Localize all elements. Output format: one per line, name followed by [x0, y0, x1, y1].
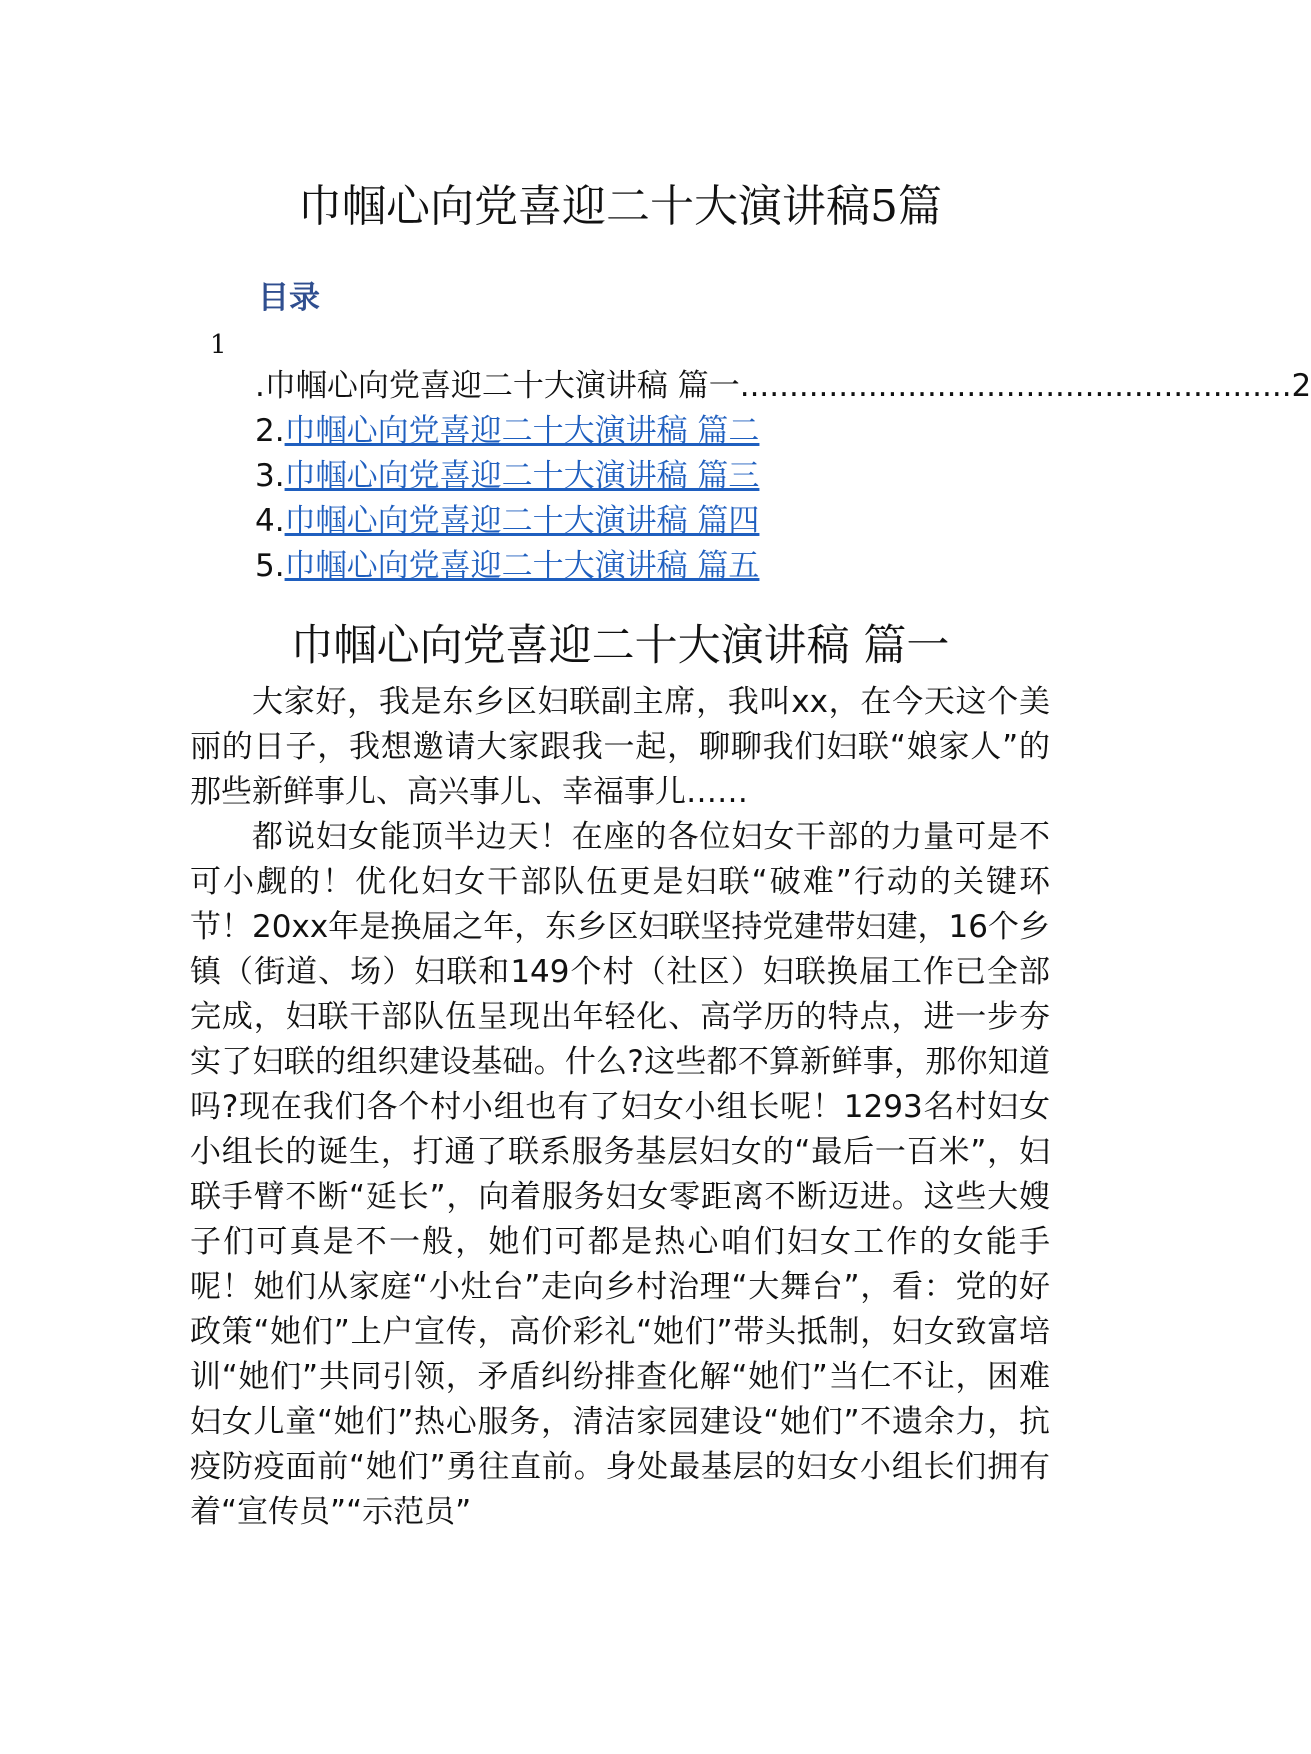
toc-link-5[interactable]: 巾帼心向党喜迎二十大演讲稿 篇五 — [284, 548, 760, 584]
section-body — [190, 680, 1050, 1535]
toc-entry-1[interactable] — [255, 364, 1311, 409]
toc-entry-1-page: 2 — [1291, 368, 1311, 404]
table-of-contents — [255, 364, 1311, 589]
toc-entry-2-number: 2. — [255, 413, 285, 449]
toc-heading: 目录 — [258, 280, 320, 316]
toc-entry-4 — [255, 499, 1055, 544]
toc-entry-1-label: .巾帼心向党喜迎二十大演讲稿 篇一 — [255, 368, 740, 404]
toc-entry-4-number: 4. — [255, 503, 285, 539]
toc-link-3[interactable]: 巾帼心向党喜迎二十大演讲稿 篇三 — [284, 458, 760, 494]
section-title: 巾帼心向党喜迎二十大演讲稿 篇一 — [290, 621, 950, 671]
toc-entry-5-number: 5. — [255, 548, 285, 584]
toc-entry-1-leader: ........................................................ — [739, 368, 1292, 404]
toc-entry-3-number: 3. — [255, 458, 285, 494]
toc-entry-2 — [255, 409, 1055, 454]
toc-link-2[interactable]: 巾帼心向党喜迎二十大演讲稿 篇二 — [284, 413, 760, 449]
paragraph: 都说妇女能顶半边天！在座的各位妇女干部的力量可是不可小觑的！优化妇女干部队伍更是妇联“破难”行动的关键环节！20xx年是换届之年，东乡区妇联坚持党建带妇建，16个乡镇（街道、场）妇联和149个村（社区）妇联换届工作已全部完成，妇联干部队伍呈现出年轻化、高学历的特点，进一步夯实了妇联的组织建设基础。什么?这些都不算新鲜事，那你知道吗?现在我们各个村小组也有了妇女小组长呢！1293名村妇女小组长的诞生，打通了联系服务基层妇女的“最后一百米”，妇联手臂不断“延长”，向着服务妇女零距离不断迈进。这些大嫂子们可真是不一般，她们可都是热心咱们妇女工作的女能手呢！她们从家庭“小灶台”走向乡村治理“大舞台”，看：党的好政策“她们”上户宣传，高价彩礼“她们”带头抵制，妇女致富培训“她们”共同引领，矛盾纠纷排查化解“她们”当仁不让，困难妇女儿童“她们”热心服务，清洁家园建设“她们”不遗余力，抗疫防疫面前“她们”勇往直前。身处最基层的妇女小组长们拥有着“宣传员”“示范员” — [190, 819, 1050, 1530]
toc-link-4[interactable]: 巾帼心向党喜迎二十大演讲稿 篇四 — [284, 503, 760, 539]
document-title: 巾帼心向党喜迎二十大演讲稿5篇 — [298, 181, 942, 232]
paragraph: 大家好，我是东乡区妇联副主席，我叫xx，在今天这个美丽的日子，我想邀请大家跟我一起，聊聊我们妇联“娘家人”的那些新鲜事儿、高兴事儿、幸福事儿…… — [190, 684, 1050, 810]
toc-entry-3 — [255, 454, 1055, 499]
toc-entry-5 — [255, 544, 1055, 589]
toc-stray-number: 1 — [210, 330, 227, 360]
